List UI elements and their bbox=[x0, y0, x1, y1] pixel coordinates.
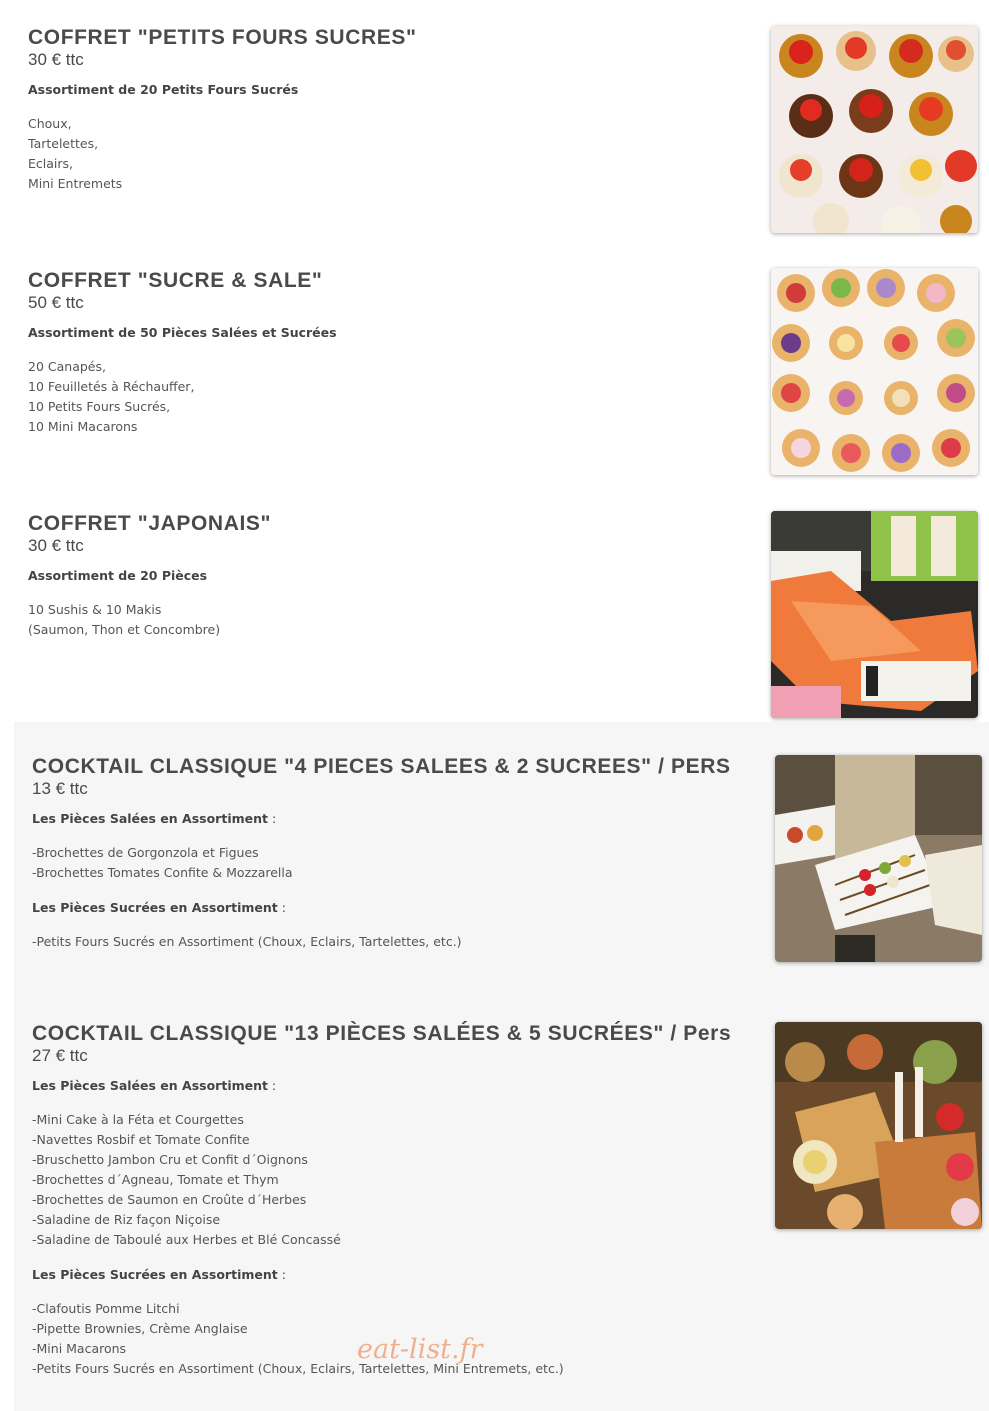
buffet-image bbox=[775, 1022, 982, 1229]
item-line: -Saladine de Taboulé aux Herbes et Blé Concassé bbox=[32, 1232, 341, 1247]
tartelettes-image bbox=[771, 268, 978, 475]
item-line: -Saladine de Riz façon Niçoise bbox=[32, 1212, 221, 1227]
item-price: 50 € ttc bbox=[28, 293, 84, 312]
item-price: 30 € ttc bbox=[28, 536, 84, 555]
item-title: COCKTAIL CLASSIQUE "4 PIECES SALEES & 2 SUCREES" / PERS bbox=[32, 755, 731, 778]
item-subtitle-sucrees: Les Pièces Sucrées en Assortiment : bbox=[32, 1267, 286, 1282]
sushi-image bbox=[771, 511, 978, 718]
item-price: 30 € ttc bbox=[28, 50, 84, 69]
menu-item-japonais bbox=[28, 512, 271, 640]
item-line: -Petits Fours Sucrés en Assortiment (Choux, Eclairs, Tartelettes, etc.) bbox=[32, 934, 462, 949]
item-subtitle: Assortiment de 50 Pièces Salées et Sucrées bbox=[28, 325, 337, 340]
item-subtitle: Assortiment de 20 Pièces bbox=[28, 568, 208, 583]
item-line: 10 Sushis & 10 Makis bbox=[28, 602, 162, 617]
item-price: 13 € ttc bbox=[32, 779, 88, 798]
item-line: -Brochettes de Saumon en Croûte d´Herbes bbox=[32, 1192, 307, 1207]
item-line: -Brochettes Tomates Confite & Mozzarella bbox=[32, 865, 293, 880]
item-line: -Clafoutis Pomme Litchi bbox=[32, 1301, 180, 1316]
item-line: Choux, bbox=[28, 116, 72, 131]
item-line: -Mini Macarons bbox=[32, 1341, 127, 1356]
item-line: Eclairs, bbox=[28, 156, 74, 171]
item-line: -Pipette Brownies, Crème Anglaise bbox=[32, 1321, 248, 1336]
item-line: 10 Petits Fours Sucrés, bbox=[28, 399, 171, 414]
item-title: COFFRET "JAPONAIS" bbox=[28, 512, 272, 535]
item-line: -Bruschetto Jambon Cru et Confit d´Oignons bbox=[32, 1152, 308, 1167]
menu-item-sucre-sale bbox=[28, 269, 337, 437]
item-subtitle: Assortiment de 20 Petits Fours Sucrés bbox=[28, 82, 299, 97]
eat-list-watermark: eat-list.fr bbox=[357, 1334, 483, 1365]
item-title: COCKTAIL CLASSIQUE "13 PIÈCES SALÉES & 5 SUCRÉES" / Pers bbox=[32, 1022, 732, 1045]
item-line: Mini Entremets bbox=[28, 176, 123, 191]
item-subtitle-salees: Les Pièces Salées en Assortiment : bbox=[32, 811, 277, 826]
item-title: COFFRET "PETITS FOURS SUCRES" bbox=[28, 26, 417, 49]
petits-fours-image bbox=[771, 26, 978, 233]
item-line: -Brochettes de Gorgonzola et Figues bbox=[32, 845, 259, 860]
cocktail-skewers-photo bbox=[775, 755, 982, 962]
item-line: (Saumon, Thon et Concombre) bbox=[28, 622, 221, 637]
cocktail-skewers-image bbox=[775, 755, 982, 962]
buffet-photo bbox=[775, 1022, 982, 1229]
menu-item-cocktail-6 bbox=[32, 755, 731, 952]
item-price: 27 € ttc bbox=[32, 1046, 88, 1065]
sushi-photo bbox=[771, 511, 978, 718]
item-line: 20 Canapés, bbox=[28, 359, 106, 374]
menu-item-cocktail-18 bbox=[32, 1022, 731, 1379]
tartelettes-photo bbox=[771, 268, 978, 475]
item-subtitle-sucrees: Les Pièces Sucrées en Assortiment : bbox=[32, 900, 286, 915]
item-line: 10 Feuilletés à Réchauffer, bbox=[28, 379, 195, 394]
item-subtitle-salees: Les Pièces Salées en Assortiment : bbox=[32, 1078, 277, 1093]
item-line: 10 Mini Macarons bbox=[28, 419, 138, 434]
menu-item-petits-fours bbox=[28, 26, 417, 194]
item-line: Tartelettes, bbox=[28, 136, 99, 151]
item-line: -Mini Cake à la Féta et Courgettes bbox=[32, 1112, 244, 1127]
item-line: -Petits Fours Sucrés en Assortiment (Choux, Eclairs, Tartelettes, Mini Entremets, etc.) bbox=[32, 1361, 564, 1376]
petits-fours-photo bbox=[771, 26, 978, 233]
item-line: -Navettes Rosbif et Tomate Confite bbox=[32, 1132, 250, 1147]
item-title: COFFRET "SUCRE & SALE" bbox=[28, 269, 323, 292]
item-line: -Brochettes d´Agneau, Tomate et Thym bbox=[32, 1172, 279, 1187]
